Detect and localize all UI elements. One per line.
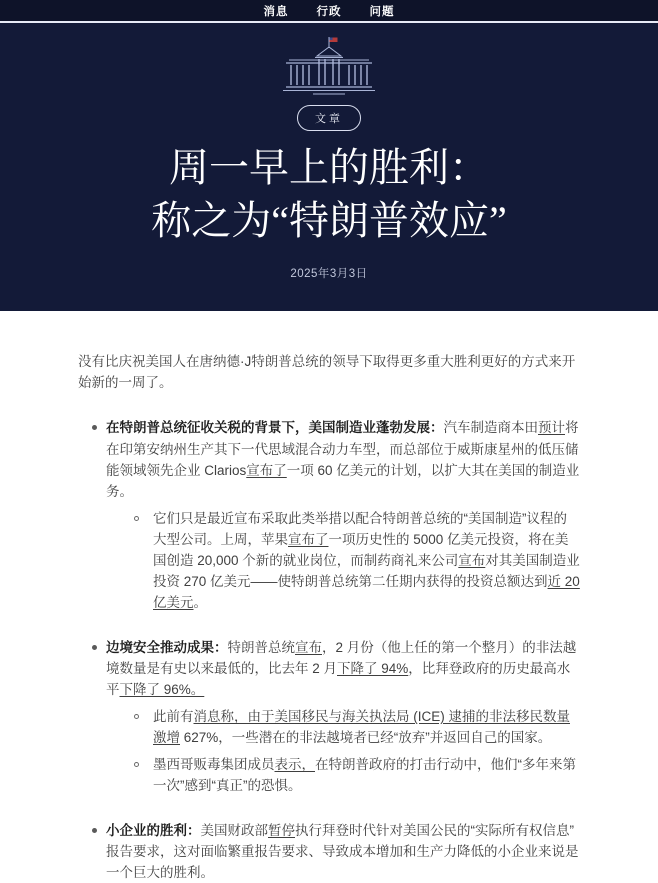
text-segment: 特朗普总统 [227,639,295,655]
bullet-marker [92,645,97,650]
article-body [78,311,580,883]
nav-item-0[interactable]: 消息 [263,5,289,18]
inline-link[interactable]: 近 20 亿美元 [153,573,580,610]
inline-link[interactable]: 宣布 [458,552,486,568]
article-date: 2025年3月3日 [290,268,368,281]
text-segment: ，比拜登政府的历史最高水平 [106,660,571,697]
text-segment: 它们只是最近宣布采取此类举措以配合特朗普总统的“美国制造”议程的大型公司。上周，苹果 [153,510,567,547]
paragraph [78,351,580,393]
text-segment: 将在印第安纳州生产其下一代思域混合动力车型，而总部位于威斯康星州的低压储能领域领先企业 Clarios [106,420,579,478]
text-segment: 没有比庆祝美国人在唐纳德·J特朗普总统的领导下取得更多重大胜利更好的方式来开始新的一周了。 [78,354,576,391]
bold-lead-in: 在特朗普总统征收关税的背景下，美国制造业蓬勃发展： [106,420,444,436]
text-segment: 汽车制造商本田 [443,420,538,436]
text-segment: 执行拜登时代针对美国公民的“实际所有权信息”报告要求，这对面临繁重报告要求、导致成本增加和生产力降低的小企业来说是一个巨大的胜利。 [106,823,579,881]
list-item [78,637,580,700]
text-segment: ，2 月份（他上任的第一个整月）的非法越境数量是有史以来最低的，比去年 2 月 [106,639,577,676]
inline-link[interactable]: 暂停 [268,823,295,839]
article-title [151,141,507,247]
text-segment: 在特朗普政府的打击行动中，他们“多年来第一次”感到“真正”的恐惧。 [153,757,576,794]
text-segment: 美国财政部 [200,823,268,839]
bullet-marker [92,828,97,833]
list-item [78,820,580,883]
text-segment: 墨西哥贩毒集团成员 [153,757,275,773]
inline-link[interactable]: 下降了 94% [337,660,409,676]
inline-link[interactable]: 预计 [538,420,565,436]
list-item [78,508,580,613]
text-segment: 一项历史性的 5000 亿美元投资，将在美国创造 20,000 个新的就业岗位，而制药商礼来公司 [153,531,569,568]
article-type-badge: 文章 [297,105,361,131]
inline-link[interactable]: 宣布 [295,639,322,655]
list-item [78,706,580,748]
list-item [78,754,580,796]
bullet-marker [92,425,97,430]
inline-link[interactable]: 消息称，由于美国移民与海关执法局 (ICE) 逮捕的非法移民数量激增 [153,709,570,746]
title-line: 称之为“特朗普效应” [151,198,507,244]
text-segment: 。 [193,594,207,610]
bold-lead-in: 边境安全推动成果： [106,639,228,655]
masthead [0,0,658,311]
inline-link[interactable]: 表示， [274,757,315,773]
list-item [78,417,580,501]
nav-item-1[interactable]: 行政 [316,5,342,18]
sub-bullet-marker [134,516,139,521]
text-segment: 一项 60 亿美元的计划，以扩大其在美国的制造业务。 [106,462,580,499]
sub-bullet-marker [134,762,139,767]
top-nav [0,0,658,23]
inline-link[interactable]: 下降了 96%。 [119,681,205,697]
nav-item-2[interactable]: 问题 [369,5,395,18]
article-header [0,23,658,311]
white-house-icon [273,35,385,97]
title-line: 周一早上的胜利： [168,145,489,190]
text-segment: 对其美国制造业投资 270 亿美元——使特朗普总统第二任期内获得的投资总额达到 [153,552,580,589]
inline-link[interactable]: 宣布了 [288,531,329,547]
inline-link[interactable]: 宣布了 [246,462,287,478]
text-segment: 此前有 [153,709,194,725]
sub-bullet-marker [134,714,139,719]
text-segment: 627%，一些潜在的非法越境者已经“放弃”并返回自己的国家。 [180,730,552,746]
bold-lead-in: 小企业的胜利： [106,823,201,839]
